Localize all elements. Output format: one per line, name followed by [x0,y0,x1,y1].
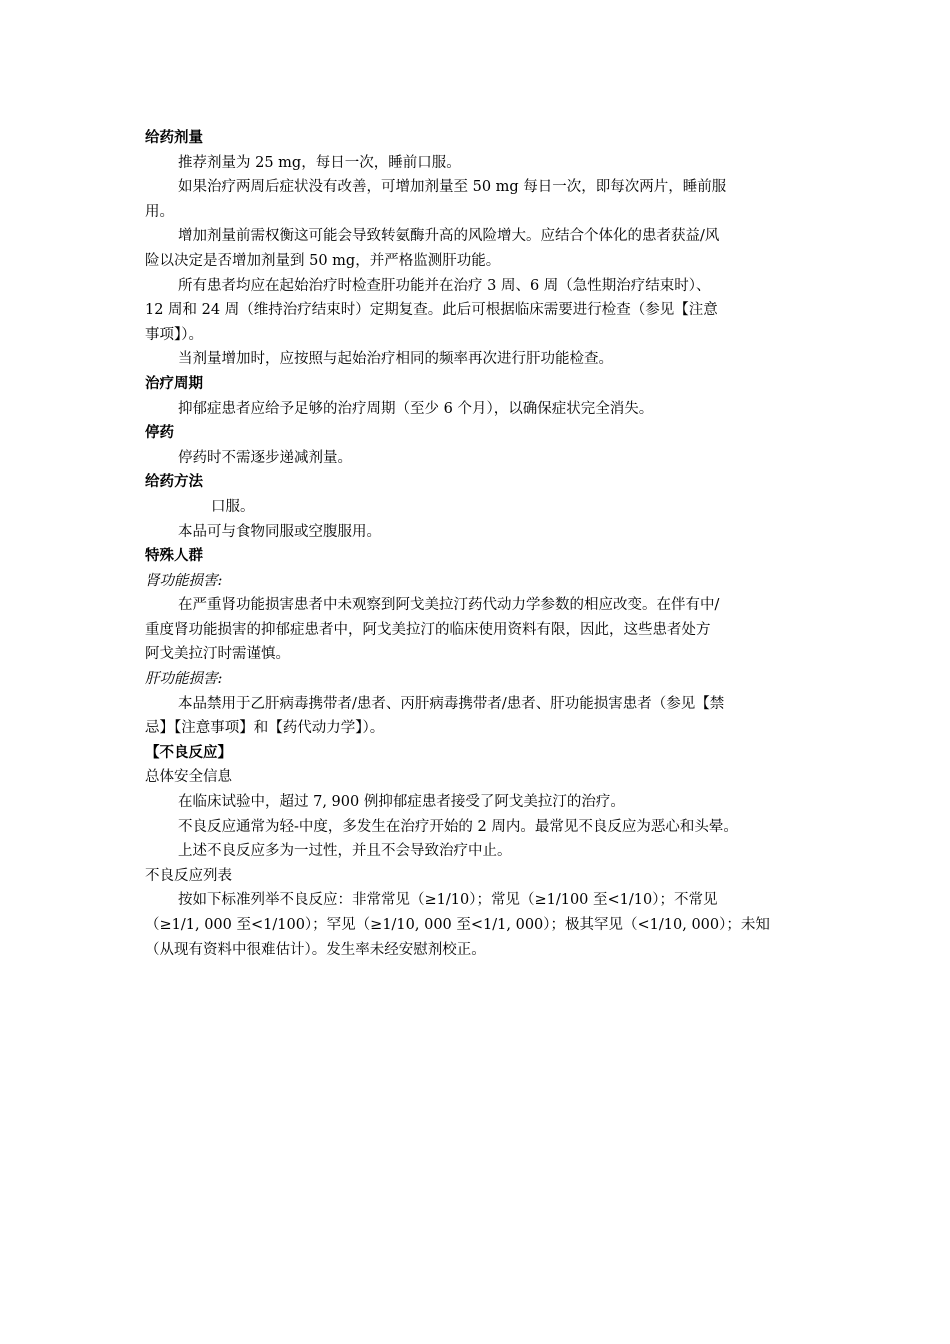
paragraph-line: 推荐剂量为 25 mg，每日一次，睡前口服。 [178,154,461,171]
subsection-label: 肝功能损害: [145,671,223,688]
paragraph-line: 忌】【注意事项】和【药代动力学】）。 [145,720,385,737]
paragraph-line: 不良反应列表 [145,867,232,884]
paragraph-line: 增加剂量前需权衡这可能会导致转氨酶升高的风险增大。应结合个体化的患者获益/风 [178,228,720,245]
paragraph-line: 所有患者均应在起始治疗时检查肝功能并在治疗 3 周、6 周（急性期治疗结束时）、 [178,277,711,294]
paragraph-line: 用。 [145,203,174,220]
section-heading: 给药剂量 [145,130,203,146]
paragraph-line: 阿戈美拉汀时需谨慎。 [145,646,290,663]
section-heading: 停药 [145,425,174,442]
paragraph-line: 按如下标准列举不良反应：非常常见（≥1/10）；常见（≥1/100 至<1/10）；不常见 [178,892,718,909]
paragraph-line: 本品禁用于乙肝病毒携带者/患者、丙肝病毒携带者/患者、肝功能损害患者（参见【禁 [178,695,725,712]
paragraph-line: 本品可与食物同服或空腹服用。 [178,523,381,540]
paragraph-line: 险以决定是否增加剂量到 50 mg，并严格监测肝功能。 [145,252,501,269]
paragraph-line: 在临床试验中，超过 7, 900 例抑郁症患者接受了阿戈美拉汀的治疗。 [178,794,625,811]
paragraph-line: 重度肾功能损害的抑郁症患者中，阿戈美拉汀的临床使用资料有限，因此，这些患者处方 [145,621,711,638]
document-page [145,126,815,962]
paragraph-line: 口服。 [211,498,255,515]
section-heading: 【不良反应】 [145,744,232,761]
paragraph-line: 当剂量增加时，应按照与起始治疗相同的频率再次进行肝功能检查。 [178,351,613,368]
paragraph-line: 不良反应通常为轻-中度，多发生在治疗开始的 2 周内。最常见不良反应为恶心和头晕。 [178,818,738,835]
section-heading: 特殊人群 [145,548,203,565]
paragraph-line: 事项】）。 [145,326,203,343]
paragraph-line: 如果治疗两周后症状没有改善，可增加剂量至 50 mg 每日一次，即每次两片，睡前服 [178,179,727,196]
paragraph-line: 12 周和 24 周（维持治疗结束时）定期复查。此后可根据临床需要进行检查（参见【注意 [145,302,718,319]
paragraph-line: 上述不良反应多为一过性，并且不会导致治疗中止。 [178,843,512,860]
section-heading: 治疗周期 [145,375,203,392]
paragraph-line: 总体安全信息 [145,769,232,786]
section-heading: 给药方法 [145,474,203,491]
paragraph-line: 停药时不需逐步递减剂量。 [178,449,352,466]
paragraph-line: 在严重肾功能损害患者中未观察到阿戈美拉汀药代动力学参数的相应改变。在伴有中/ [178,597,720,614]
paragraph-line: （从现有资料中很难估计）。发生率未经安慰剂校正。 [145,941,486,958]
paragraph-line: （≥1/1, 000 至<1/100）；罕见（≥1/10, 000 至<1/1, 000）；极其罕见（<1/10, 000）；未知 [145,917,770,933]
subsection-label: 肾功能损害: [145,572,223,589]
paragraph-line: 抑郁症患者应给予足够的治疗周期（至少 6 个月），以确保症状完全消失。 [178,400,654,417]
